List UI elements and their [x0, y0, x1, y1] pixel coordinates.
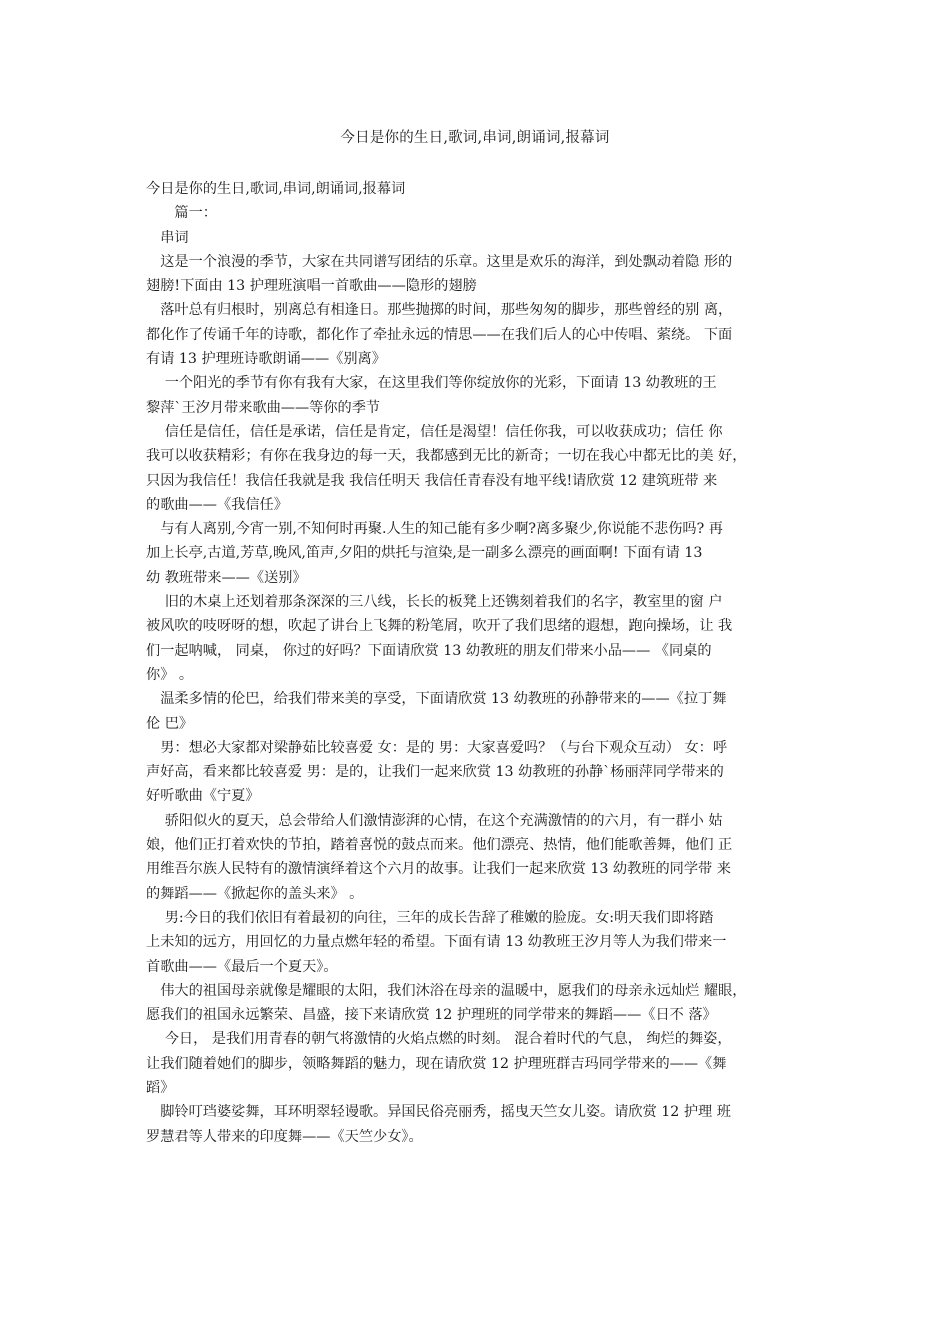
text-line: 旧的木桌上还划着那条深深的三八线，长长的板凳上还镌刻着我们的名字，教室里的窗 户: [146, 594, 723, 611]
text-line: 伟大的祖国母亲就像是耀眼的太阳，我们沐浴在母亲的温暖中，愿我们的母亲永远灿烂 耀眼，: [146, 982, 747, 999]
text-line: 黎萍`王汐月带来歌曲——等你的季节: [146, 399, 381, 416]
text-line: 都化作了传诵千年的诗歌，都化作了牵扯永远的情思——在我们后人的心中传唱、萦绕。 下面: [146, 326, 733, 343]
text-line: 有请 13 护理班诗歌朗诵——《别离》: [146, 351, 386, 368]
text-line: 加上长亭,古道,芳草,晚风,笛声,夕阳的烘托与渲染,是一副多么漂亮的画面啊! 下面有请 13: [146, 545, 703, 562]
text-line: 愿我们的祖国永远繁荣、昌盛，接下来请欣赏 12 护理班的同学带来的舞蹈——《日不 落》: [146, 1007, 717, 1024]
text-line: 这是一个浪漫的季节，大家在共同谱写团结的乐章。这里是欢乐的海洋，到处飘动着隐 形的: [146, 253, 733, 270]
text-line: 的舞蹈——《掀起你的盖头来》 。: [146, 885, 364, 902]
text-line: 我可以收获精彩；有你在我身边的每一天，我都感到无比的新奇；一切在我心中都无比的美 好，: [146, 448, 747, 465]
text-line: 翅膀!下面由 13 护理班演唱一首歌曲——隐形的翅膀: [146, 278, 477, 295]
text-line: 让我们随着她们的脚步，领略舞蹈的魅力，现在请欣赏 12 护理班群吉玛同学带来的——《舞: [146, 1055, 727, 1072]
text-line: 脚铃叮珰婆娑舞，耳环明翠轻谩歌。异国民俗亮丽秀，摇曳天竺女儿姿。请欣赏 12 护理 班: [146, 1104, 731, 1121]
text-line: 今日是你的生日,歌词,串词,朗诵词,报幕词: [146, 181, 406, 197]
text-line: 只因为我信任！我信任我就是我 我信任明天 我信任青春没有地平线!请欣赏 12 建筑班带 来: [146, 472, 718, 489]
text-line: 今日， 是我们用青春的朝气将激情的火焰点燃的时刻。 混合着时代的气息， 绚烂的舞姿，: [146, 1031, 732, 1048]
text-line: 信任是信任，信任是承诺，信任是肯定，信任是渴望！信任你我，可以收获成功；信任 你: [146, 423, 723, 440]
text-line: 篇一：: [146, 205, 217, 222]
text-line: 男:今日的我们依旧有着最初的向往，三年的成长告辞了稚嫩的脸庞。女:明天我们即将踏: [146, 909, 714, 926]
text-line: 与有人离别,今宵一别,不知何时再聚.人生的知己能有多少啊?离多聚少,你说能不悲伤吗? 再: [146, 521, 723, 538]
text-line: 们一起呐喊， 同桌， 你过的好吗？下面请欣赏 13 幼教班的朋友们带来小品—— 《同桌的: [146, 642, 712, 659]
text-line: 你》 。: [146, 666, 194, 683]
text-line: 好听歌曲《宁夏》: [146, 788, 260, 805]
text-line: 娘，他们正打着欢快的节拍，踏着喜悦的鼓点而来。他们漂亮、热情，他们能歌善舞，他们 正: [146, 837, 733, 854]
text-line: 伦 巴》: [146, 715, 194, 732]
text-line: 幼 教班带来——《送别》: [146, 569, 307, 586]
text-line: 首歌曲——《最后一个夏天》。: [146, 958, 338, 975]
text-line: 被风吹的吱呀呀的想，吹起了讲台上飞舞的粉笔屑，吹开了我们思绪的遐想，跑向操场，让 我: [146, 618, 733, 635]
text-line: 温柔多情的伦巴，给我们带来美的享受，下面请欣赏 13 幼教班的孙静带来的——《拉丁舞: [146, 691, 727, 708]
text-line: 串词: [146, 229, 189, 246]
text-line: 落叶总有归根时，别离总有相逢日。那些抛掷的时间，那些匆匆的脚步，那些曾经的别 离，: [146, 302, 733, 319]
text-line: 一个阳光的季节有你有我有大家，在这里我们等你绽放你的光彩，下面请 13 幼教班的王: [146, 375, 717, 392]
text-line: 的歌曲——《我信任》: [146, 496, 288, 513]
text-line: 上未知的远方，用回忆的力量点燃年轻的希望。下面有请 13 幼教班王汐月等人为我们带来一: [146, 934, 727, 951]
document-title: 今日是你的生日,歌词,串词,朗诵词,报幕词: [340, 130, 610, 146]
text-line: 蹈》: [146, 1079, 175, 1096]
text-line: 骄阳似火的夏天，总会带给人们激情澎湃的心情，在这个充满激情的的六月，有一群小 姑: [146, 812, 723, 829]
text-line: 罗慧君等人带来的印度舞——《天竺少女》。: [146, 1128, 423, 1145]
text-line: 男：想必大家都对梁静茹比较喜爱 女：是的 男：大家喜爱吗？（与台下观众互动） 女：呼: [146, 739, 728, 756]
text-line: 声好高，看来都比较喜爱 男：是的，让我们一起来欣赏 13 幼教班的孙静`杨丽萍同学带来的: [146, 764, 724, 781]
text-line: 用维吾尔族人民特有的激情演绎着这个六月的故事。让我们一起来欣赏 13 幼教班的同学带 来: [146, 861, 731, 878]
document-body: [146, 177, 812, 1149]
